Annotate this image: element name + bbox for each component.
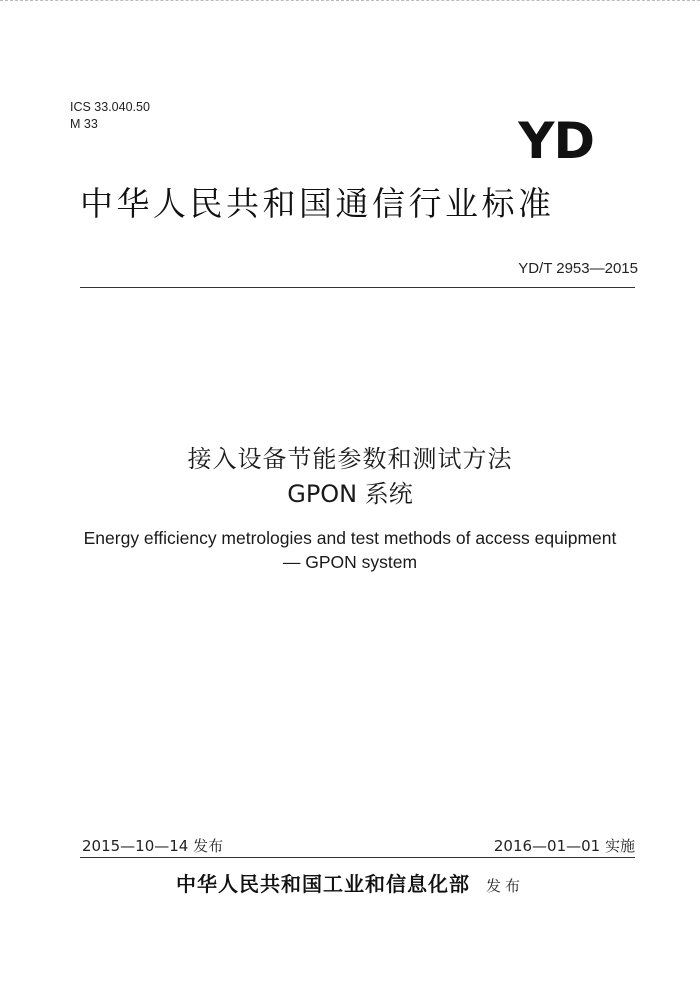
scan-edge [0,0,700,5]
industry-standard-title: 中华人民共和国通信行业标准 [80,184,555,223]
publish-label: 发布 [485,877,524,895]
standard-code: YD/T 2953—2015 [518,260,638,277]
subtitle-english: — GPON system [282,552,418,572]
title-english: Energy efficiency metrologies and test methods of access equipment [83,528,617,548]
yd-logo: YD [518,112,594,170]
ccs-code: M 33 [70,117,98,131]
title-chinese: 接入设备节能参数和测试方法 [187,445,513,473]
publisher-line [0,868,700,897]
top-divider [80,287,635,288]
ics-code: ICS 33.040.50 [70,100,150,114]
bottom-divider [80,857,635,858]
issue-date: 2015—10—14 发布 [82,837,224,855]
implementation-date: 2016—01—01 实施 [493,837,635,855]
publisher-name: 中华人民共和国工业和信息化部 [175,872,470,896]
classification-block [70,99,150,133]
subtitle-chinese: GPON 系统 [287,480,413,508]
